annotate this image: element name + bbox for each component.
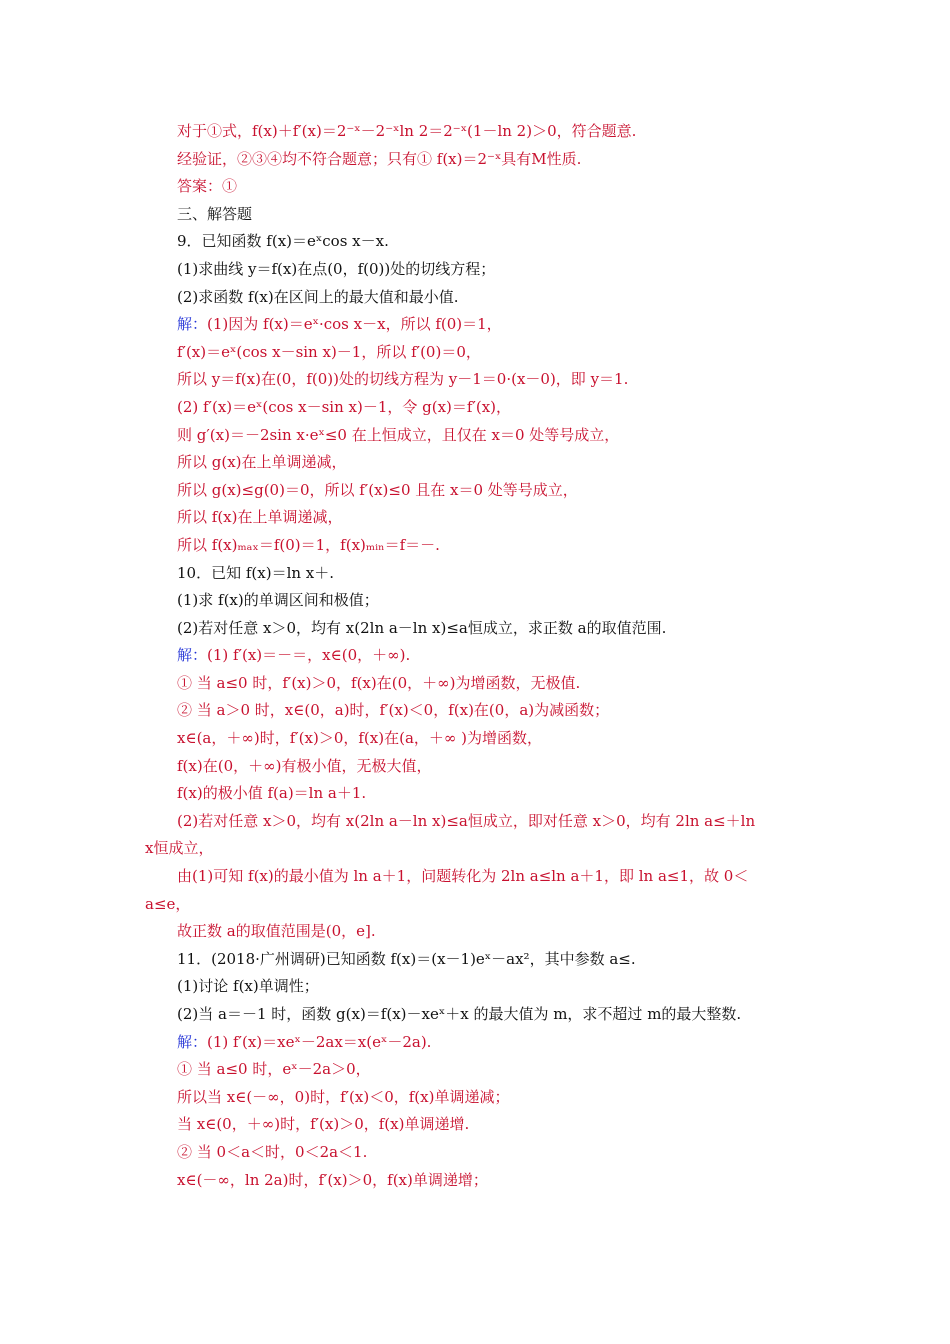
text-line (0, 284, 950, 312)
text-line (0, 1139, 950, 1167)
text-line (0, 228, 950, 256)
text-segment: 对于①式，f(x)＋f′(x)＝2⁻ˣ－2⁻ˣln 2＝2⁻ˣ(1－ln 2)＞0，符合题意. (177, 122, 637, 140)
text-segment: 故正数 a的取值范围是(0，e]. (177, 922, 376, 941)
text-line (0, 615, 950, 643)
text-segment: 答案：① (177, 177, 238, 196)
text-line (0, 173, 950, 201)
text-line (0, 560, 950, 588)
text-line (0, 422, 950, 450)
text-segment: 所以 g(x)在上单调递减， (177, 453, 347, 472)
solution-label: 解： (177, 315, 208, 334)
text-line (0, 1029, 950, 1057)
text-line (0, 1084, 950, 1112)
text-segment: 所以当 x∈(－∞，0)时，f′(x)＜0，f(x)单调递减； (177, 1087, 510, 1106)
text-line (0, 835, 950, 863)
text-segment: f′(x)＝eˣ(cos x－sin x)－1，所以 f′(0)＝0， (177, 342, 481, 361)
text-segment: 由(1)可知 f(x)的最小值为 ln a＋1，问题转化为 2ln a≤ln a＋1，即 ln a≤1，故 0＜ (177, 867, 749, 886)
text-line (0, 1167, 950, 1195)
text-line (0, 697, 950, 725)
text-segment: 所以 f(x)在上单调递减， (177, 508, 343, 527)
text-segment: ② 当 a＞0 时，x∈(0，a)时，f′(x)＜0，f(x)在(0，a)为减函数； (177, 701, 610, 720)
text-segment: (2)若对任意 x＞0，均有 x(2ln a－ln x)≤a恒成立，即对任意 x＞0，均有 2ln a≤＋ln (177, 811, 756, 830)
text-segment: x∈(－∞，ln 2a)时，f′(x)＞0，f(x)单调递增； (177, 1170, 488, 1189)
solution-label: 解： (177, 646, 208, 665)
text-segment: f(x)的极小值 f(a)＝ln a＋1. (177, 784, 367, 803)
text-segment: ② 当 0＜a＜时，0＜2a＜1. (177, 1142, 368, 1161)
text-segment: 10．已知 f(x)＝ln x＋. (177, 563, 335, 582)
text-line (0, 725, 950, 753)
text-line (0, 201, 950, 229)
text-segment: a≤e， (145, 894, 191, 913)
text-segment: (1) f′(x)＝xeˣ－2ax＝x(eˣ－2a). (207, 1032, 432, 1051)
text-line (0, 366, 950, 394)
text-line (0, 339, 950, 367)
text-segment: (1)求曲线 y＝f(x)在点(0，f(0))处的切线方程； (177, 259, 496, 278)
text-segment: x∈(a，＋∞)时，f′(x)＞0，f(x)在(a，＋∞ )为增函数， (177, 729, 542, 748)
text-line (0, 863, 950, 891)
text-line (0, 587, 950, 615)
text-line (0, 311, 950, 339)
text-segment: (1)讨论 f(x)单调性； (177, 977, 319, 996)
text-line (0, 918, 950, 946)
text-segment: ① 当 a≤0 时，f′(x)＞0，f(x)在(0，＋∞)为增函数，无极值. (177, 673, 581, 692)
text-segment: (2)求函数 f(x)在区间上的最大值和最小值. (177, 287, 459, 306)
text-segment: 所以 y＝f(x)在(0，f(0))处的切线方程为 y－1＝0·(x－0)，即 y＝1. (177, 370, 629, 389)
text-line (0, 780, 950, 808)
text-segment: 三、解答题 (177, 204, 253, 223)
text-line (0, 891, 950, 919)
text-line (0, 753, 950, 781)
text-segment: (1)因为 f(x)＝eˣ·cos x－x，所以 f(0)＝1， (207, 315, 502, 334)
text-line (0, 256, 950, 284)
text-segment: 所以 g(x)≤g(0)＝0，所以 f′(x)≤0 且在 x＝0 处等号成立， (177, 480, 578, 499)
solution-label: 解： (177, 1032, 208, 1051)
text-segment: (2) f′(x)＝eˣ(cos x－sin x)－1，令 g(x)＝f′(x)， (177, 397, 512, 416)
text-segment: (2)若对任意 x＞0，均有 x(2ln a－ln x)≤a恒成立，求正数 a的取值范围. (177, 618, 667, 637)
text-line (0, 808, 950, 836)
text-line (0, 532, 950, 560)
text-line (0, 1056, 950, 1084)
text-line (0, 504, 950, 532)
text-segment: 11．(2018·广州调研)已知函数 f(x)＝(x－1)eˣ－ax²，其中参数 a≤. (177, 949, 636, 968)
text-line (0, 1001, 950, 1029)
text-line (0, 394, 950, 422)
text-line (0, 449, 950, 477)
text-segment: (1)求 f(x)的单调区间和极值； (177, 591, 379, 610)
text-line (0, 973, 950, 1001)
text-segment: 9．已知函数 f(x)＝eˣcos x－x. (177, 232, 389, 251)
text-segment: f(x)在(0，＋∞)有极小值，无极大值， (177, 756, 432, 775)
text-segment: 所以 f(x)ₘₐₓ＝f(0)＝1，f(x)ₘᵢₙ＝f＝－. (177, 535, 440, 554)
text-line (0, 946, 950, 974)
text-segment: ① 当 a≤0 时，eˣ－2a＞0， (177, 1060, 371, 1079)
text-line (0, 146, 950, 174)
text-line (0, 477, 950, 505)
text-segment: x恒成立， (145, 839, 214, 858)
text-line (0, 670, 950, 698)
text-line (0, 1111, 950, 1139)
text-segment: 当 x∈(0，＋∞)时，f′(x)＞0，f(x)单调递增. (177, 1115, 470, 1134)
text-line (0, 118, 950, 146)
document-body (0, 118, 950, 1194)
text-segment: 经验证，②③④均不符合题意；只有① f(x)＝2⁻ˣ具有M性质. (177, 149, 582, 168)
text-segment: 则 g′(x)＝－2sin x·eˣ≤0 在上恒成立，且仅在 x＝0 处等号成立， (177, 425, 620, 444)
text-segment: (1) f′(x)＝－＝，x∈(0，＋∞). (207, 646, 411, 665)
text-segment: (2)当 a＝－1 时，函数 g(x)＝f(x)－xeˣ＋x 的最大值为 m，求不超过 m的最大整数. (177, 1005, 742, 1023)
text-line (0, 642, 950, 670)
